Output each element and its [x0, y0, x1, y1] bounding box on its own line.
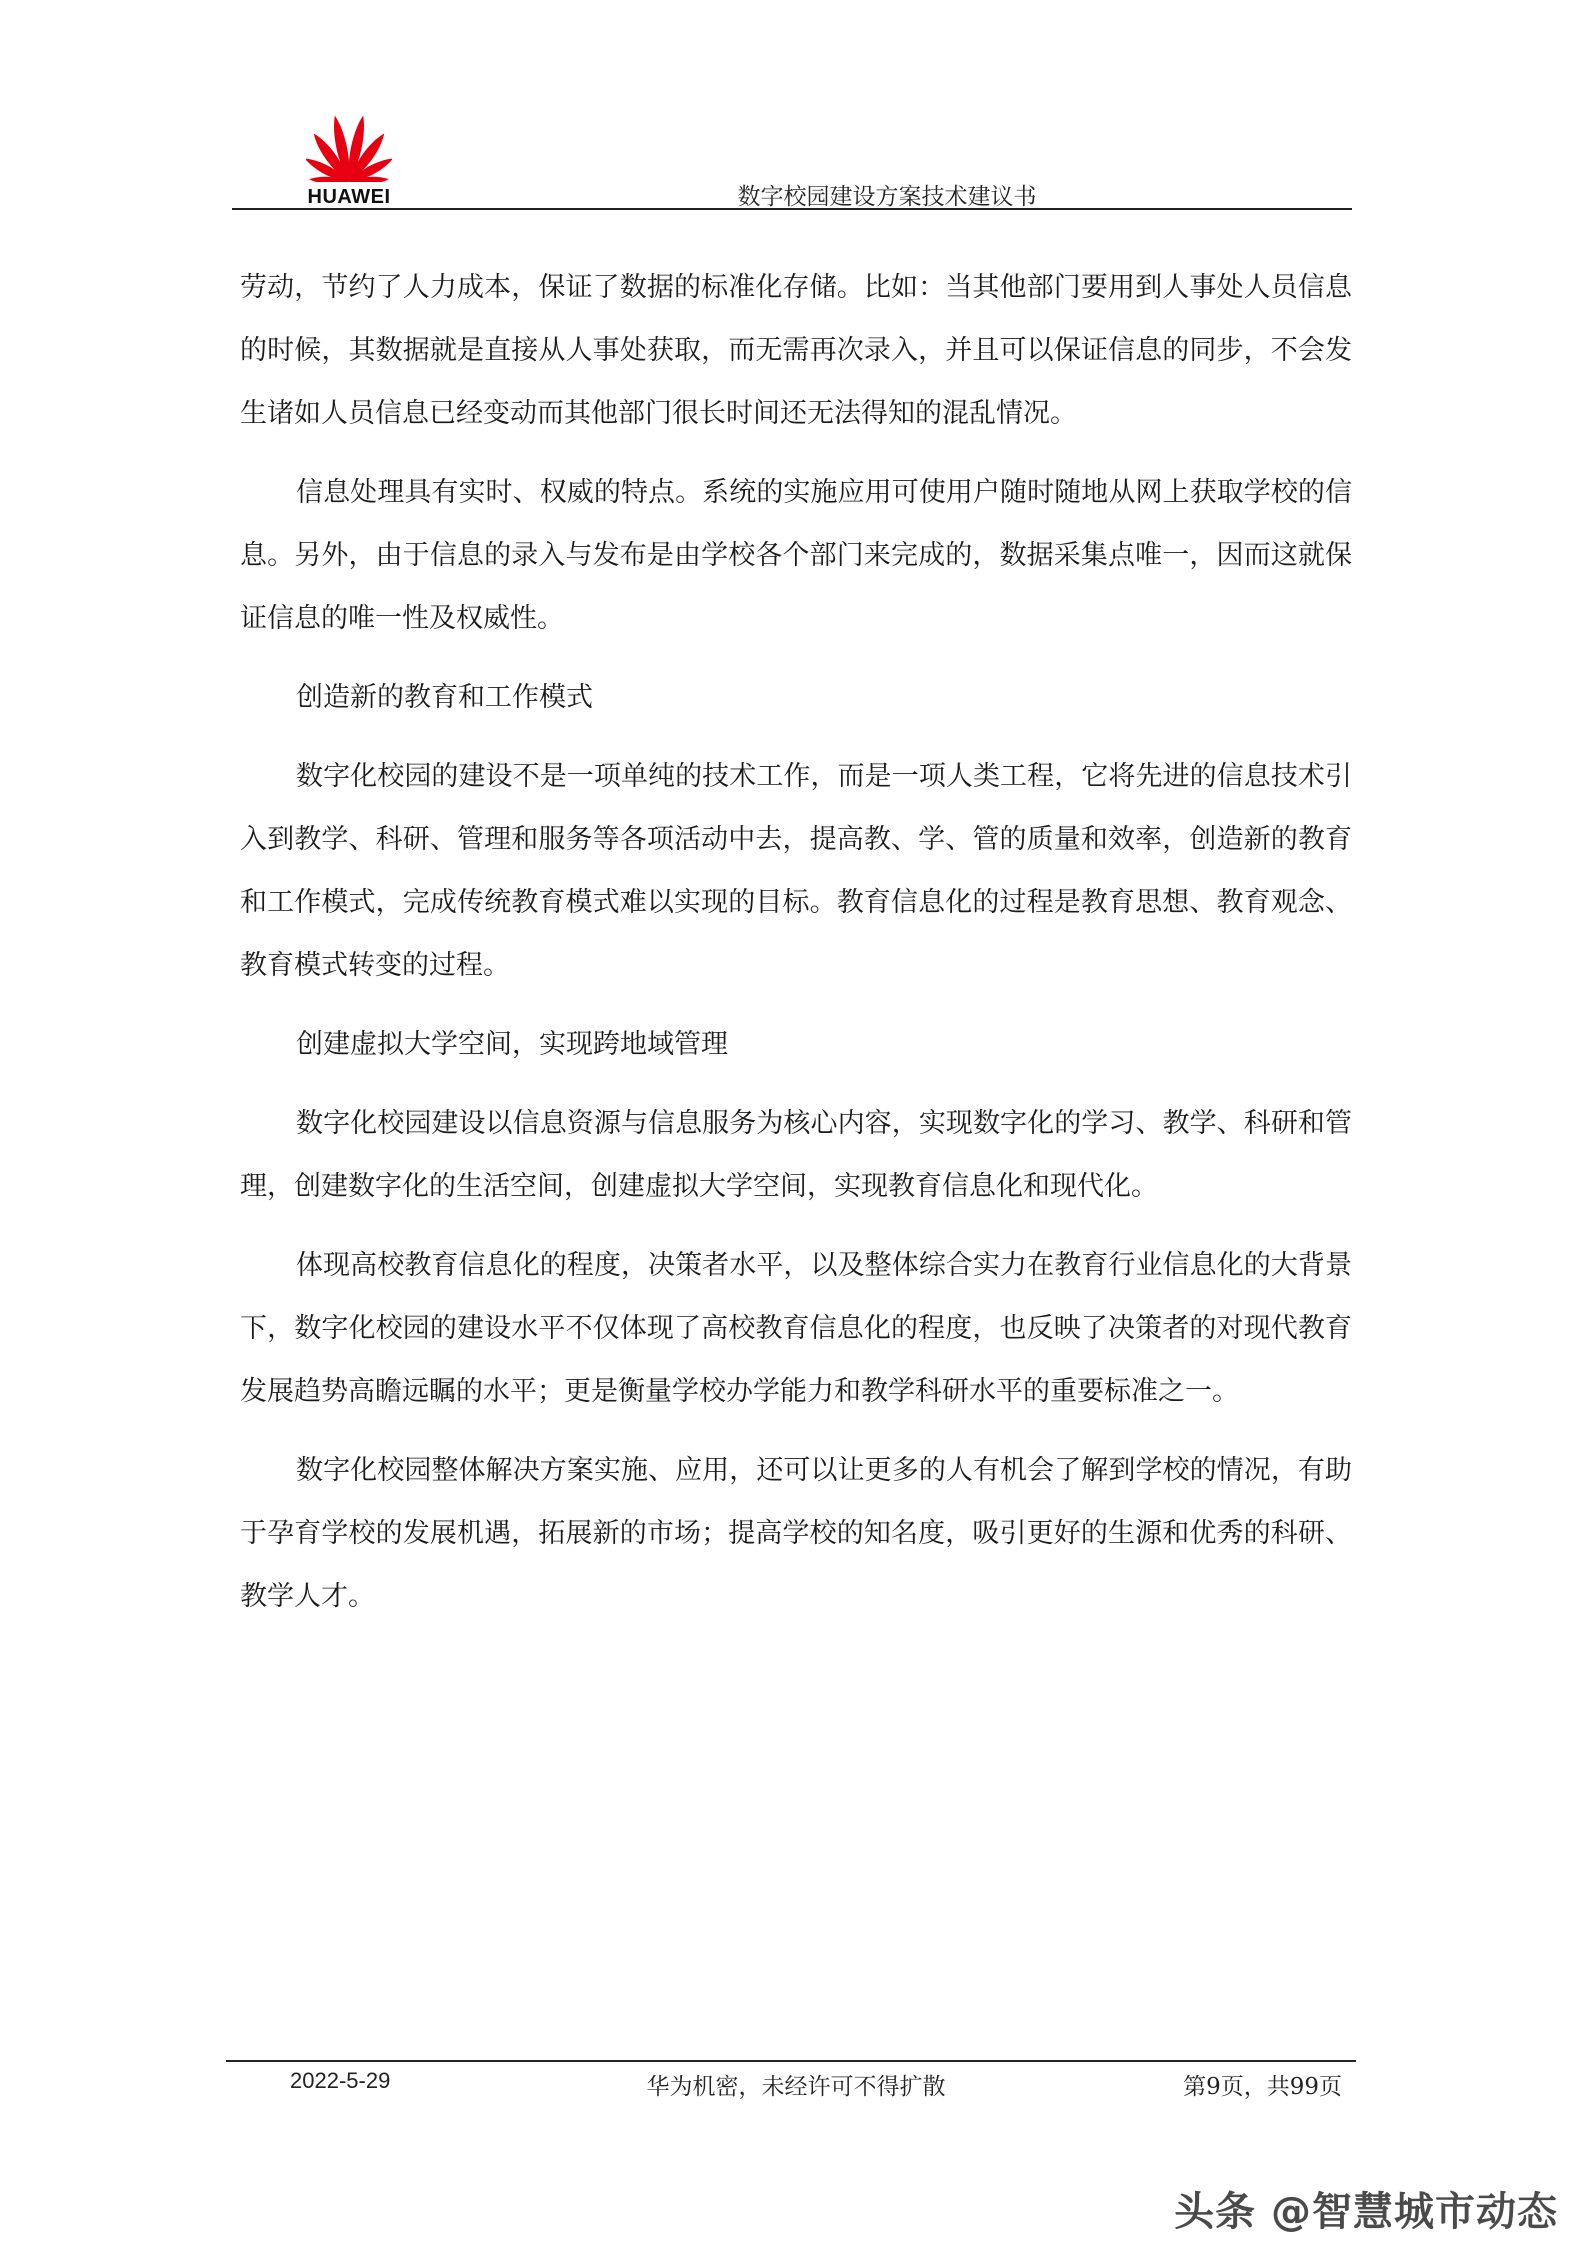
paragraph: 数字化校园的建设不是一项单纯的技术工作，而是一项人类工程，它将先进的信息技术引入到教学、科研、管理和服务等各项活动中去，提高教、学、管的质量和效率，创造新的教育和工作模式，完成传统教育模式难以实现的目标。教育信息化的过程是教育思想、教育观念、教育模式转变的过程。 [240, 761, 1352, 981]
document-body [240, 256, 1352, 1644]
paragraph: 数字化校园建设以信息资源与信息服务为核心内容，实现数字化的学习、教学、科研和管理，创建数字化的生活空间，创建虚拟大学空间，实现教育信息化和现代化。 [240, 1108, 1352, 1202]
page-number: 第9页，共99页 [1183, 2074, 1342, 2100]
confidentiality-notice: 华为机密，未经许可不得扩散 [646, 2074, 946, 2100]
logo-wordmark: HUAWEI [307, 186, 391, 208]
footer-date: 2022-5-29 [290, 2068, 391, 2093]
document-title: 数字校园建设方案技术建议书 [737, 184, 1037, 210]
section-heading: 创造新的教育和工作模式 [296, 682, 593, 713]
huawei-logo [294, 110, 404, 210]
watermark: 头条 @智慧城市动态 [1174, 2189, 1558, 2235]
huawei-petal-icon [306, 110, 392, 182]
paragraph: 体现高校教育信息化的程度，决策者水平，以及整体综合实力在教育行业信息化的大背景下，数字化校园的建设水平不仅体现了高校教育信息化的程度，也反映了决策者的对现代教育发展趋势高瞻远瞩的水平；更是衡量学校办学能力和教学科研水平的重要标准之一。 [240, 1250, 1352, 1407]
page-header [232, 110, 1352, 210]
paragraph: 数字化校园整体解决方案实施、应用，还可以让更多的人有机会了解到学校的情况，有助于孕育学校的发展机遇，拓展新的市场；提高学校的知名度，吸引更好的生源和优秀的科研、教学人才。 [240, 1455, 1352, 1612]
page-footer [226, 2060, 1356, 2120]
paragraph: 劳动，节约了人力成本，保证了数据的标准化存储。比如：当其他部门要用到人事处人员信息的时候，其数据就是直接从人事处获取，而无需再次录入，并且可以保证信息的同步，不会发生诸如人员信息已经变动而其他部门很长时间还无法得知的混乱情况。 [240, 272, 1352, 429]
header-divider [232, 208, 1352, 210]
section-heading: 创建虚拟大学空间，实现跨地域管理 [296, 1029, 728, 1060]
footer-divider [226, 2060, 1356, 2062]
paragraph: 信息处理具有实时、权威的特点。系统的实施应用可使用户随时随地从网上获取学校的信息。另外，由于信息的录入与发布是由学校各个部门来完成的，数据采集点唯一，因而这就保证信息的唯一性及权威性。 [240, 477, 1352, 634]
